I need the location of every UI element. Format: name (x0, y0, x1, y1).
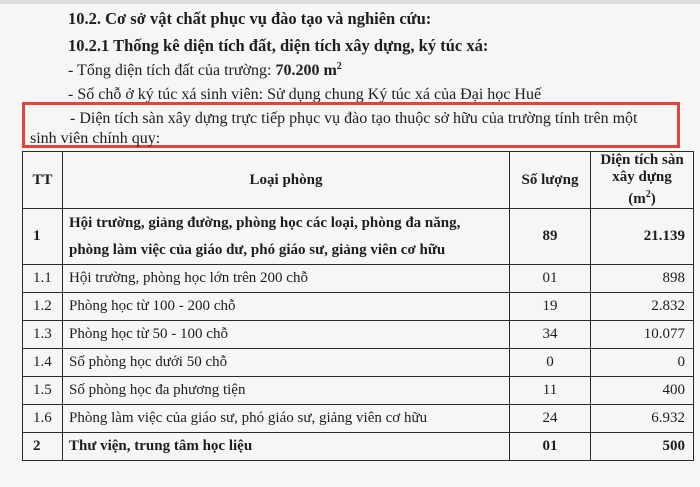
header-room-type: Loại phòng (63, 152, 510, 209)
row-quantity: 01 (510, 433, 591, 461)
table-row (23, 209, 694, 265)
table-row (23, 405, 694, 433)
table-row (23, 377, 694, 405)
row-room-type: Hội trường, phòng học lớn trên 200 chỗ (63, 265, 510, 293)
table-row (23, 433, 694, 461)
row-room-type: Phòng học từ 50 - 100 chỗ (63, 321, 510, 349)
row-room-type: Thư viện, trung tâm học liệu (63, 433, 510, 461)
facility-table (22, 151, 694, 461)
table-row (23, 321, 694, 349)
row-room-type: Số phòng học dưới 50 chỗ (63, 349, 510, 377)
row-floor-area: 500 (591, 433, 694, 461)
row-floor-area: 898 (591, 265, 694, 293)
row-quantity: 19 (510, 293, 591, 321)
row-quantity: 01 (510, 265, 591, 293)
row-quantity: 11 (510, 377, 591, 405)
land-area-label: - Tổng diện tích đất của trường: (68, 62, 276, 79)
row-tt: 1.2 (23, 293, 63, 321)
row-floor-area: 6.932 (591, 405, 694, 433)
row-quantity: 34 (510, 321, 591, 349)
row-tt: 1.5 (23, 377, 63, 405)
row-tt: 1 (23, 209, 63, 265)
top-divider (0, 0, 700, 4)
dorm-line: - Số chỗ ở ký túc xá sinh viên: Sử dụng chung Ký túc xá của Đại học Huế (68, 86, 542, 103)
row-tt: 1.4 (23, 349, 63, 377)
row-quantity: 24 (510, 405, 591, 433)
subsection-heading: 10.2.1 Thống kê diện tích đất, diện tích xây dựng, ký túc xá: (68, 36, 489, 55)
table-row (23, 349, 694, 377)
table-row (23, 293, 694, 321)
header-quantity: Số lượng (510, 152, 591, 209)
row-room-type: Phòng làm việc của giáo sư, phó giáo sư, giảng viên cơ hữu (63, 405, 510, 433)
row-floor-area: 400 (591, 377, 694, 405)
row-room-type: Hội trường, giảng đường, phòng học các loại, phòng đa năng, phòng làm việc của giáo dư, phó giáo sư, giảng viên cơ hữu (63, 209, 510, 265)
row-tt: 2 (23, 433, 63, 461)
highlighted-text-line-2: sinh viên chính quy: (30, 130, 161, 147)
header-floor-area: Diện tích sàn xây dựng $(m^2)$ (591, 152, 694, 209)
row-floor-area: 21.139 (591, 209, 694, 265)
row-tt: 1.1 (23, 265, 63, 293)
row-tt: 1.6 (23, 405, 63, 433)
row-tt: 1.3 (23, 321, 63, 349)
row-floor-area: 10.077 (591, 321, 694, 349)
land-area-line (68, 61, 342, 80)
land-area-value: 70.200 $m^2$ (275, 61, 342, 79)
row-quantity: 89 (510, 209, 591, 265)
header-tt: TT (23, 152, 63, 209)
section-heading: 10.2. Cơ sở vật chất phục vụ đào tạo và nghiên cứu: (68, 9, 432, 28)
row-floor-area: 2.832 (591, 293, 694, 321)
row-room-type: Phòng học từ 100 - 200 chỗ (63, 293, 510, 321)
table-row (23, 265, 694, 293)
table-header-row (23, 152, 694, 209)
row-room-type: Số phòng học đa phương tiện (63, 377, 510, 405)
row-floor-area: 0 (591, 349, 694, 377)
highlighted-text-line-1: - Diện tích sàn xây dựng trực tiếp phục vụ đào tạo thuộc sở hữu của trường tính trên một (70, 110, 638, 127)
row-quantity: 0 (510, 349, 591, 377)
